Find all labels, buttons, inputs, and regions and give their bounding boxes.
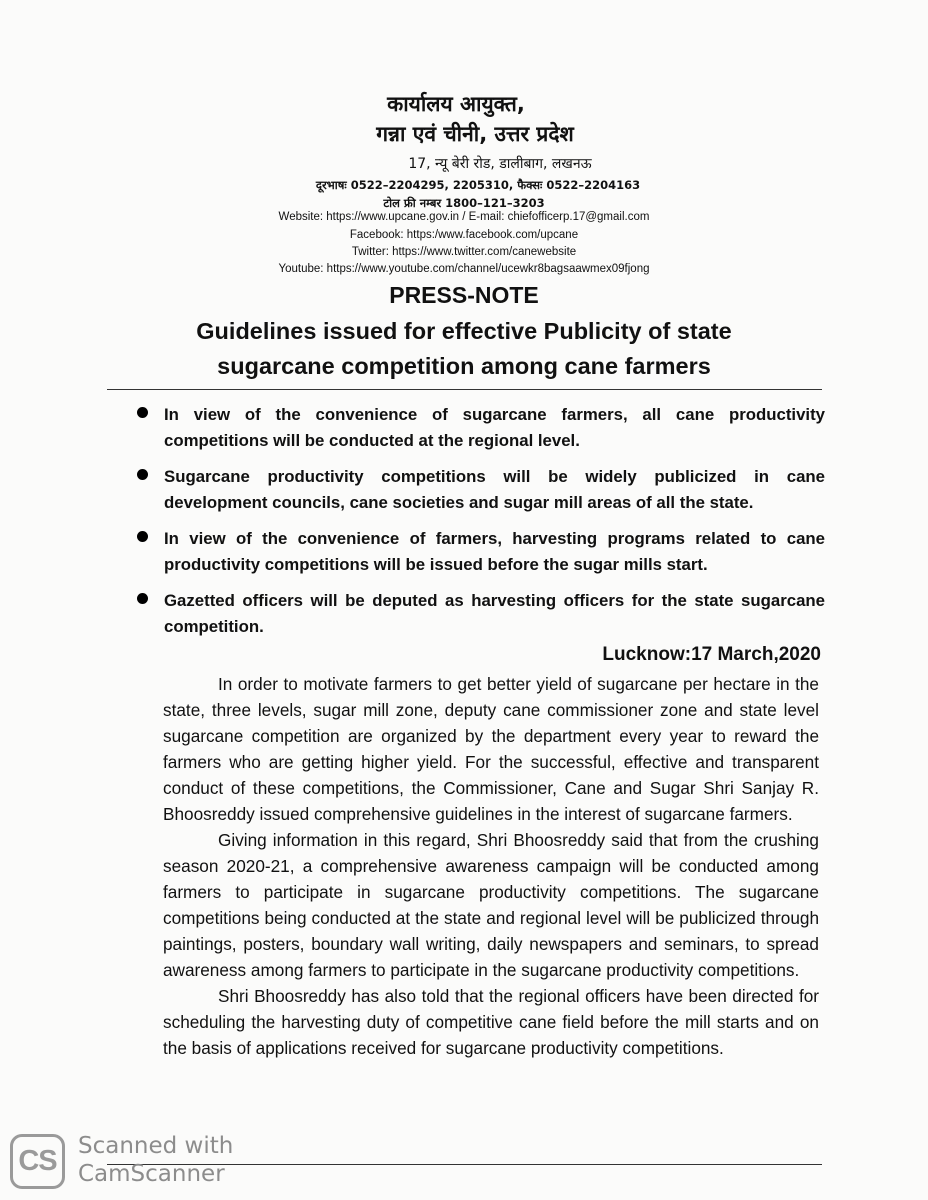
website-email-line: Website: https://www.upcane.gov.in / E-mail: chiefofficerp.17@gmail.com — [278, 211, 650, 223]
key-point-text: Sugarcane productivity competitions will be widely publicized in cane development councils, cane societies and sugar mill areas of all the state. — [164, 467, 825, 512]
youtube-line: Youtube: https://www.youtube.com/channel/ucewkr8bagsaawmex09fjong — [278, 263, 650, 275]
key-point — [135, 588, 825, 640]
article-body — [163, 671, 819, 1061]
key-point-text: In view of the convenience of farmers, harvesting programs related to cane productivity competitions will be issued before the sugar mills start. — [164, 529, 825, 574]
toll-free-line: टोल फ्री नम्बर 1800–121–3203 — [383, 196, 545, 210]
phone-fax-line: दूरभाषः 0522–2204295, 2205310, फैक्सः 0522–2204163 — [315, 178, 641, 192]
office-name: कार्यालय आयुक्त, — [387, 92, 525, 116]
key-point — [135, 526, 825, 578]
bullet-icon — [137, 593, 148, 604]
bullet-icon — [137, 531, 148, 542]
headline-line-1: Guidelines issued for effective Publicity of state — [196, 318, 732, 344]
press-note-heading: PRESS-NOTE — [389, 282, 539, 308]
body-paragraph: Shri Bhoosreddy has also told that the regional officers have been directed for scheduling the harvesting duty of competitive cane field before the mill starts and on the basis of applications received for sugarcane productivity competitions. — [163, 986, 819, 1058]
key-point-text: In view of the convenience of sugarcane farmers, all cane productivity competitions will be conducted at the regional level. — [164, 405, 825, 450]
key-point — [135, 464, 825, 516]
watermark-line-1: Scanned with — [78, 1133, 234, 1159]
key-point — [135, 402, 825, 454]
headline-line-2: sugarcane competition among cane farmers — [217, 353, 711, 379]
camscanner-watermark — [10, 1132, 250, 1192]
facebook-line: Facebook: https:/www.facebook.com/upcane — [349, 229, 579, 241]
camscanner-logo-icon: CS — [10, 1134, 65, 1189]
twitter-line: Twitter: https://www.twitter.com/canewebsite — [351, 246, 577, 258]
office-address: 17, न्यू बेरी रोड, डालीबाग, लखनऊ — [408, 156, 592, 172]
divider-top — [107, 389, 822, 390]
body-paragraph: Giving information in this regard, Shri Bhoosreddy said that from the crushing season 2020-21, a comprehensive awareness campaign will be conducted among farmers to participate in sugarcane productivity competitions. The sugarcane competitions being conducted at the state and regional level will be publicized through paintings, posters, boundary wall writing, daily newspapers and seminars, to spread awareness among farmers to participate in the sugarcane productivity competitions. — [163, 830, 819, 980]
watermark-line-2: CamScanner — [78, 1161, 225, 1187]
bullet-icon — [137, 407, 148, 418]
department-name: गन्ना एवं चीनी, उत्तर प्रदेश — [376, 122, 574, 146]
dateline: Lucknow:17 March,2020 — [602, 644, 821, 665]
body-paragraph: In order to motivate farmers to get better yield of sugarcane per hectare in the state, three levels, sugar mill zone, deputy cane commissioner zone and state level sugarcane competition are organized by the department every year to reward the farmers who are getting higher yield. For the successful, effective and transparent conduct of these competitions, the Commissioner, Cane and Sugar Shri Sanjay R. Bhoosreddy issued comprehensive guidelines in the interest of sugarcane farmers. — [163, 674, 819, 824]
watermark-text — [78, 1132, 233, 1188]
key-point-text: Gazetted officers will be deputed as harvesting officers for the state sugarcane competition. — [164, 591, 825, 636]
bullet-icon — [137, 469, 148, 480]
key-points-list — [135, 402, 825, 650]
